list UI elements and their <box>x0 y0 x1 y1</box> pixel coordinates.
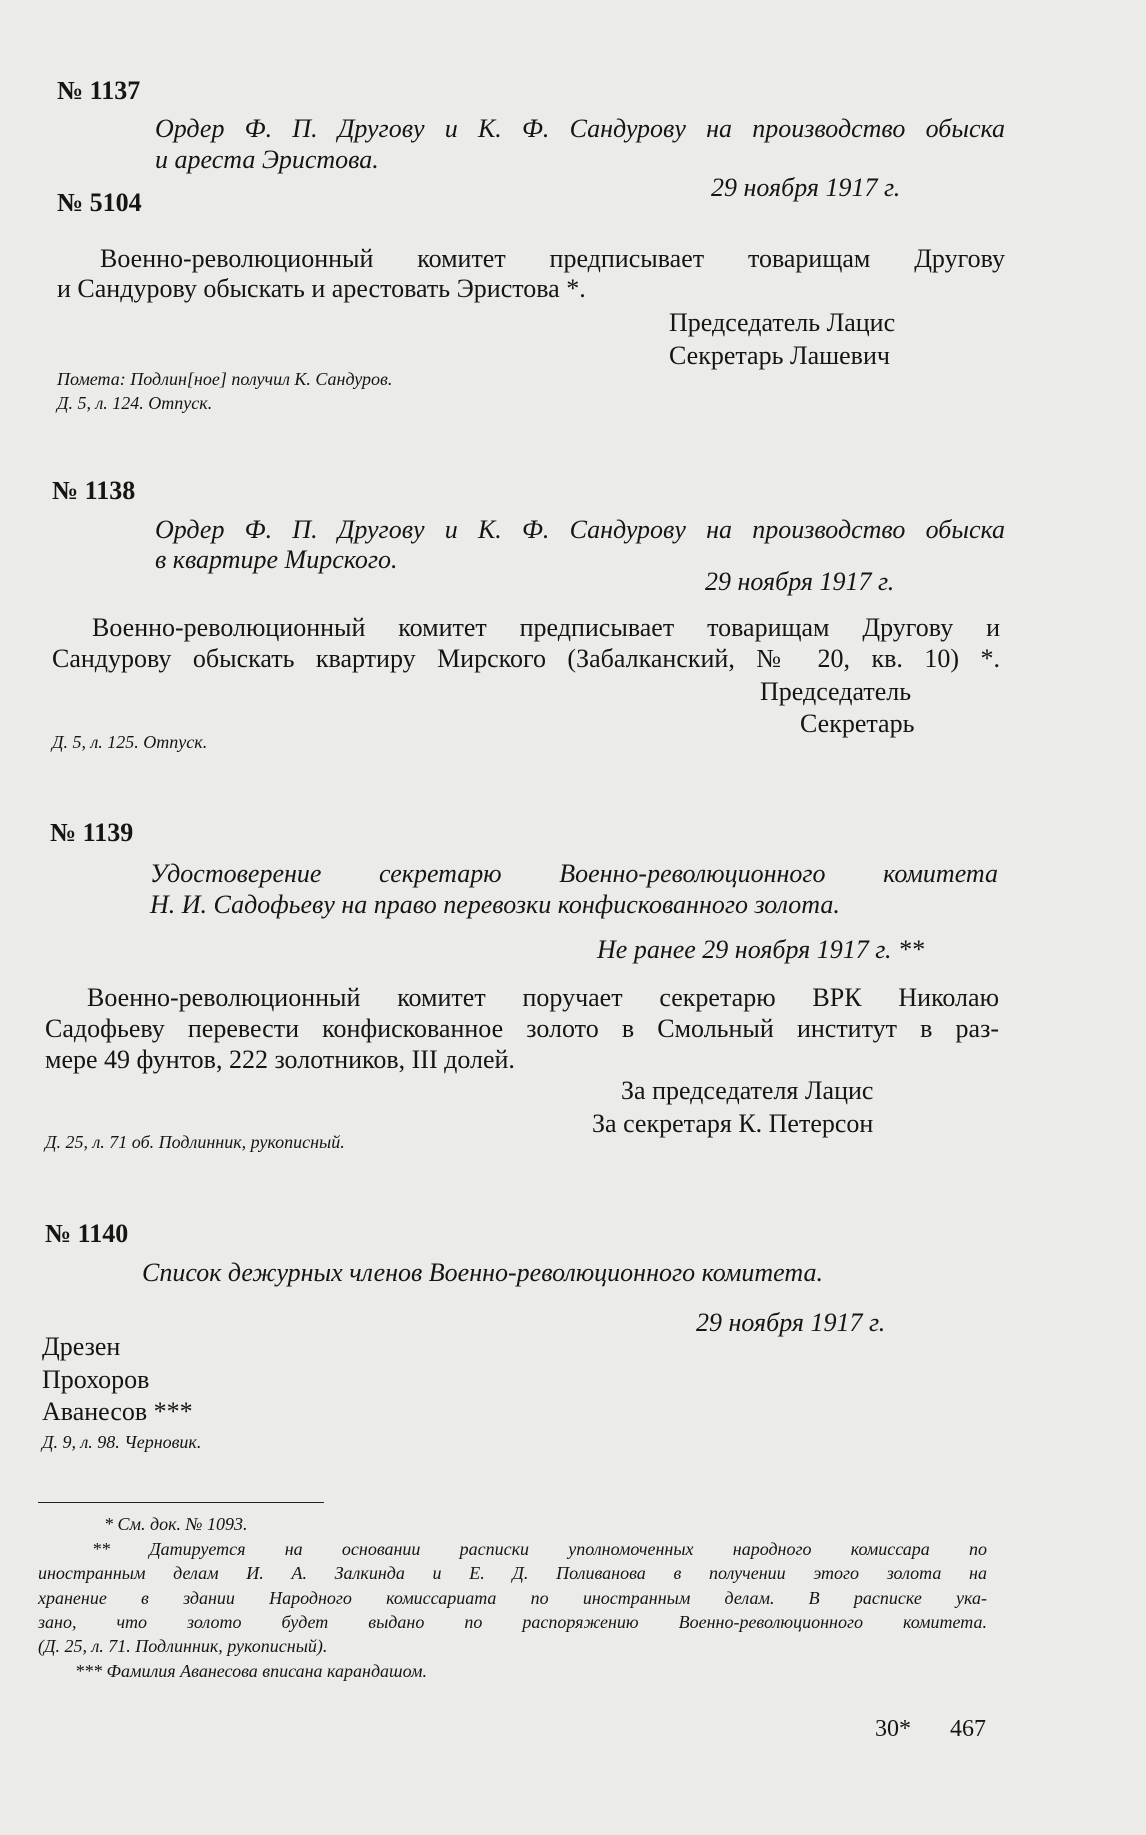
footnote-line: *** Фамилия Аванесова вписана карандашом. <box>75 1661 427 1681</box>
doc-title-line: и ареста Эристова. <box>155 145 379 174</box>
signature-chairman: За председателя Лацис <box>621 1076 874 1105</box>
footnote-line: * См. док. № 1093. <box>104 1514 248 1534</box>
footnote-line: хранение в здании Народного комиссариата по иностранным делам. В расписке ука- <box>38 1588 987 1608</box>
doc-number: № 1140 <box>45 1219 129 1248</box>
footnote-line: (Д. 25, л. 71. Подлинник, рукописный). <box>38 1636 328 1656</box>
duty-member-name: Дрезен <box>42 1332 121 1361</box>
doc-title-line: Ордер Ф. П. Другову и К. Ф. Сандурову на производство обыска <box>155 114 1005 143</box>
page-number: 467 <box>950 1716 986 1742</box>
duty-member-name: Прохоров <box>42 1365 150 1394</box>
signature-secretary: Секретарь <box>800 709 915 738</box>
footnote-line: ** Датируется на основании расписки уполномоченных народного комиссара по <box>92 1539 987 1559</box>
signature-chairman: Председатель Лацис <box>669 308 896 337</box>
archive-note: Д. 5, л. 125. Отпуск. <box>52 732 208 752</box>
doc-text-line: Садофьеву перевести конфискованное золото в Смольный институт в раз- <box>45 1014 999 1043</box>
doc-title-line: Удостоверение секретарю Военно-революционного комитета <box>150 859 998 888</box>
signature-secretary: За секретаря К. Петерсон <box>592 1109 874 1138</box>
signature-chairman: Председатель <box>760 677 912 706</box>
doc-number: № 1137 <box>57 76 141 105</box>
doc-text-line: мере 49 фунтов, 222 золотников, III долей. <box>45 1045 515 1074</box>
page-signature: 30* <box>875 1716 911 1742</box>
doc-date: 29 ноября 1917 г. <box>711 173 901 202</box>
archive-note: Д. 9, л. 98. Черновик. <box>42 1432 202 1452</box>
footnote-line: иностранным делам И. А. Залкинда и Е. Д. Поливанова в получении этого золота на <box>38 1563 987 1583</box>
doc-date: 29 ноября 1917 г. <box>696 1308 886 1337</box>
doc-date: 29 ноября 1917 г. <box>705 567 895 596</box>
footnote-line: зано, что золото будет выдано по распоряжению Военно-революционного комитета. <box>38 1612 987 1632</box>
footnote-divider <box>38 1502 324 1503</box>
doc-text-line: Военно-революционный комитет предписывает товарищам Другову и <box>92 613 1000 642</box>
doc-text-line: Сандурову обыскать квартиру Мирского (Забалканский, № 20, кв. 10) *. <box>52 644 1000 673</box>
doc-number: № 1138 <box>52 476 136 505</box>
archive-note: Д. 5, л. 124. Отпуск. <box>57 393 213 413</box>
doc-title-line: Н. И. Садофьеву на право перевозки конфискованного золота. <box>150 890 840 919</box>
duty-member-name: Аванесов *** <box>42 1397 193 1426</box>
doc-text-line: Военно-революционный комитет предписывает товарищам Другову <box>100 244 1005 273</box>
fund-number: № 5104 <box>57 188 142 217</box>
doc-title-line: в квартире Мирского. <box>155 545 398 574</box>
archive-note: Д. 25, л. 71 об. Подлинник, рукописный. <box>45 1132 345 1152</box>
doc-text-line: Военно-революционный комитет поручает секретарю ВРК Николаю <box>87 983 999 1012</box>
doc-text-line: и Сандурову обыскать и арестовать Эристова *. <box>57 274 586 303</box>
doc-title-line: Список дежурных членов Военно-революционного комитета. <box>142 1258 823 1287</box>
doc-date: Не ранее 29 ноября 1917 г. ** <box>597 935 925 964</box>
archive-note: Помета: Подлин[ное] получил К. Сандуров. <box>57 369 393 389</box>
doc-number: № 1139 <box>50 818 134 847</box>
doc-title-line: Ордер Ф. П. Другову и К. Ф. Сандурову на производство обыска <box>155 515 1005 544</box>
signature-secretary: Секретарь Лашевич <box>669 341 890 370</box>
